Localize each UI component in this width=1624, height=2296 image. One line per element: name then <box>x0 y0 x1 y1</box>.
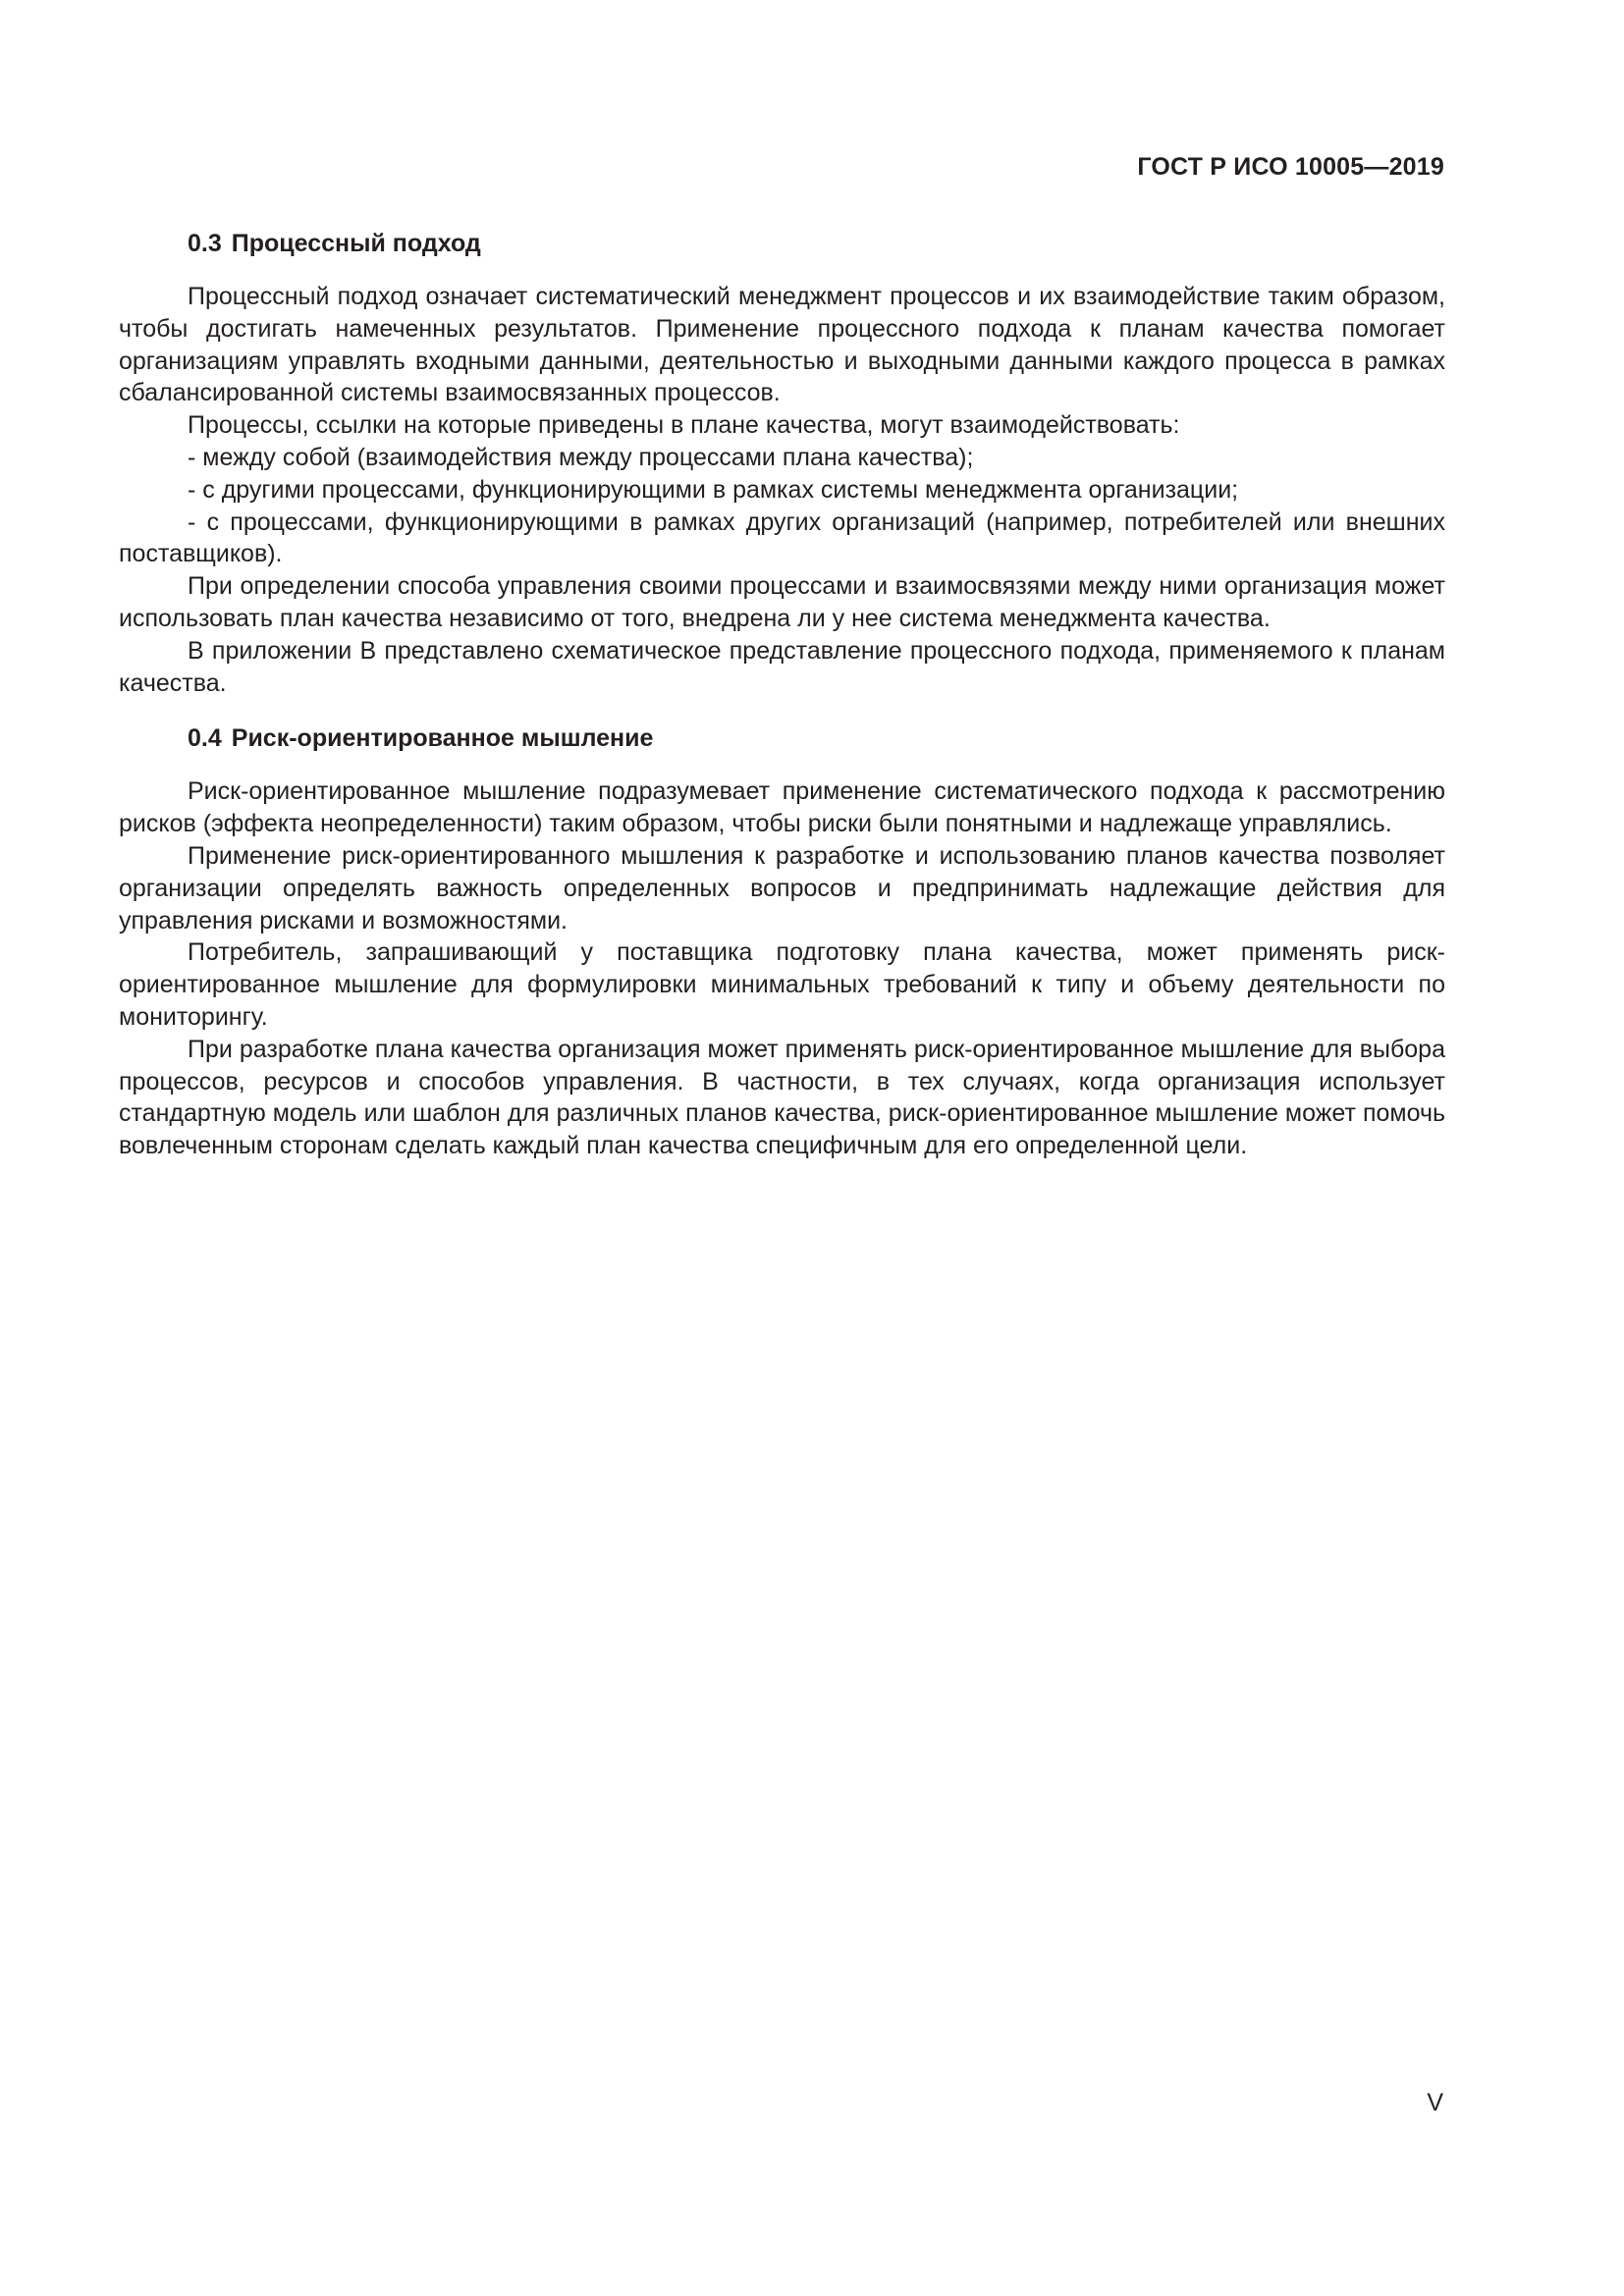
paragraph: Процессы, ссылки на которые приведены в плане качества, могут взаимодействовать: <box>188 411 1180 440</box>
paragraph: Потребитель, запрашивающий у поставщика подготовку плана качества, может применять риск-ориентированное мышление для формулировки минимальных требований к типу и объему деятельности по мониторингу. <box>119 938 1445 1031</box>
list-item: - с процессами, функционирующими в рамках других организаций (например, потребителей или внешних поставщиков). <box>119 507 1445 568</box>
page-number: V <box>1427 2089 1443 2116</box>
section-risk-based-thinking <box>119 719 1445 1162</box>
paragraph: В приложении В представлено схематическое представление процессного подхода, применяемого к планам качества. <box>119 636 1445 697</box>
section-number: 0.4 <box>188 724 222 753</box>
section-process-approach <box>119 224 1445 699</box>
paragraph: При разработке плана качества организация может применять риск-ориентированное мышление для выбора процессов, ресурсов и способов управления. В частности, в тех случаях, когда организация использует стандартную модель или шаблон для различных планов качества, риск-ориентированное мышление может помочь вовлеченным сторонам сделать каждый план качества специфичным для его определенной цели. <box>119 1035 1445 1160</box>
document-code: ГОСТ Р ИСО 10005—2019 <box>1137 153 1444 181</box>
section-heading <box>119 224 1445 263</box>
list-item: - между собой (взаимодействия между процессами плана качества); <box>188 443 974 471</box>
list-item: - с другими процессами, функционирующими в рамках системы менеджмента организации; <box>188 475 1239 504</box>
paragraph: Процессный подход означает систематический менеджмент процессов и их взаимодействие таким образом, чтобы достигать намеченных результатов. Применение процессного подхода к планам качества помогает организациям управлять входными данными, деятельностью и выходными данными каждого процесса в рамках сбалансированной системы взаимосвязанных процессов. <box>119 283 1445 407</box>
section-title: Процессный подход <box>231 230 481 257</box>
section-heading <box>119 719 1445 758</box>
document-body <box>119 224 1445 1162</box>
paragraph: При определении способа управления своими процессами и взаимосвязями между ними организация может использовать план качества независимо от того, внедрена ли у нее система менеджмента качества. <box>119 572 1445 632</box>
paragraph: Применение риск-ориентированного мышления к разработке и использованию планов качества позволяет организации определять важность определенных вопросов и предпринимать надлежащие действия для управления рисками и возможностями. <box>119 841 1445 934</box>
section-title: Риск-ориентированное мышление <box>231 724 654 753</box>
paragraph: Риск-ориентированное мышление подразумевает применение систематического подхода к рассмотрению рисков (эффекта неопределенности) таким образом, чтобы риски были понятными и надлежаще управлялись. <box>119 777 1445 838</box>
section-number: 0.3 <box>188 230 222 257</box>
